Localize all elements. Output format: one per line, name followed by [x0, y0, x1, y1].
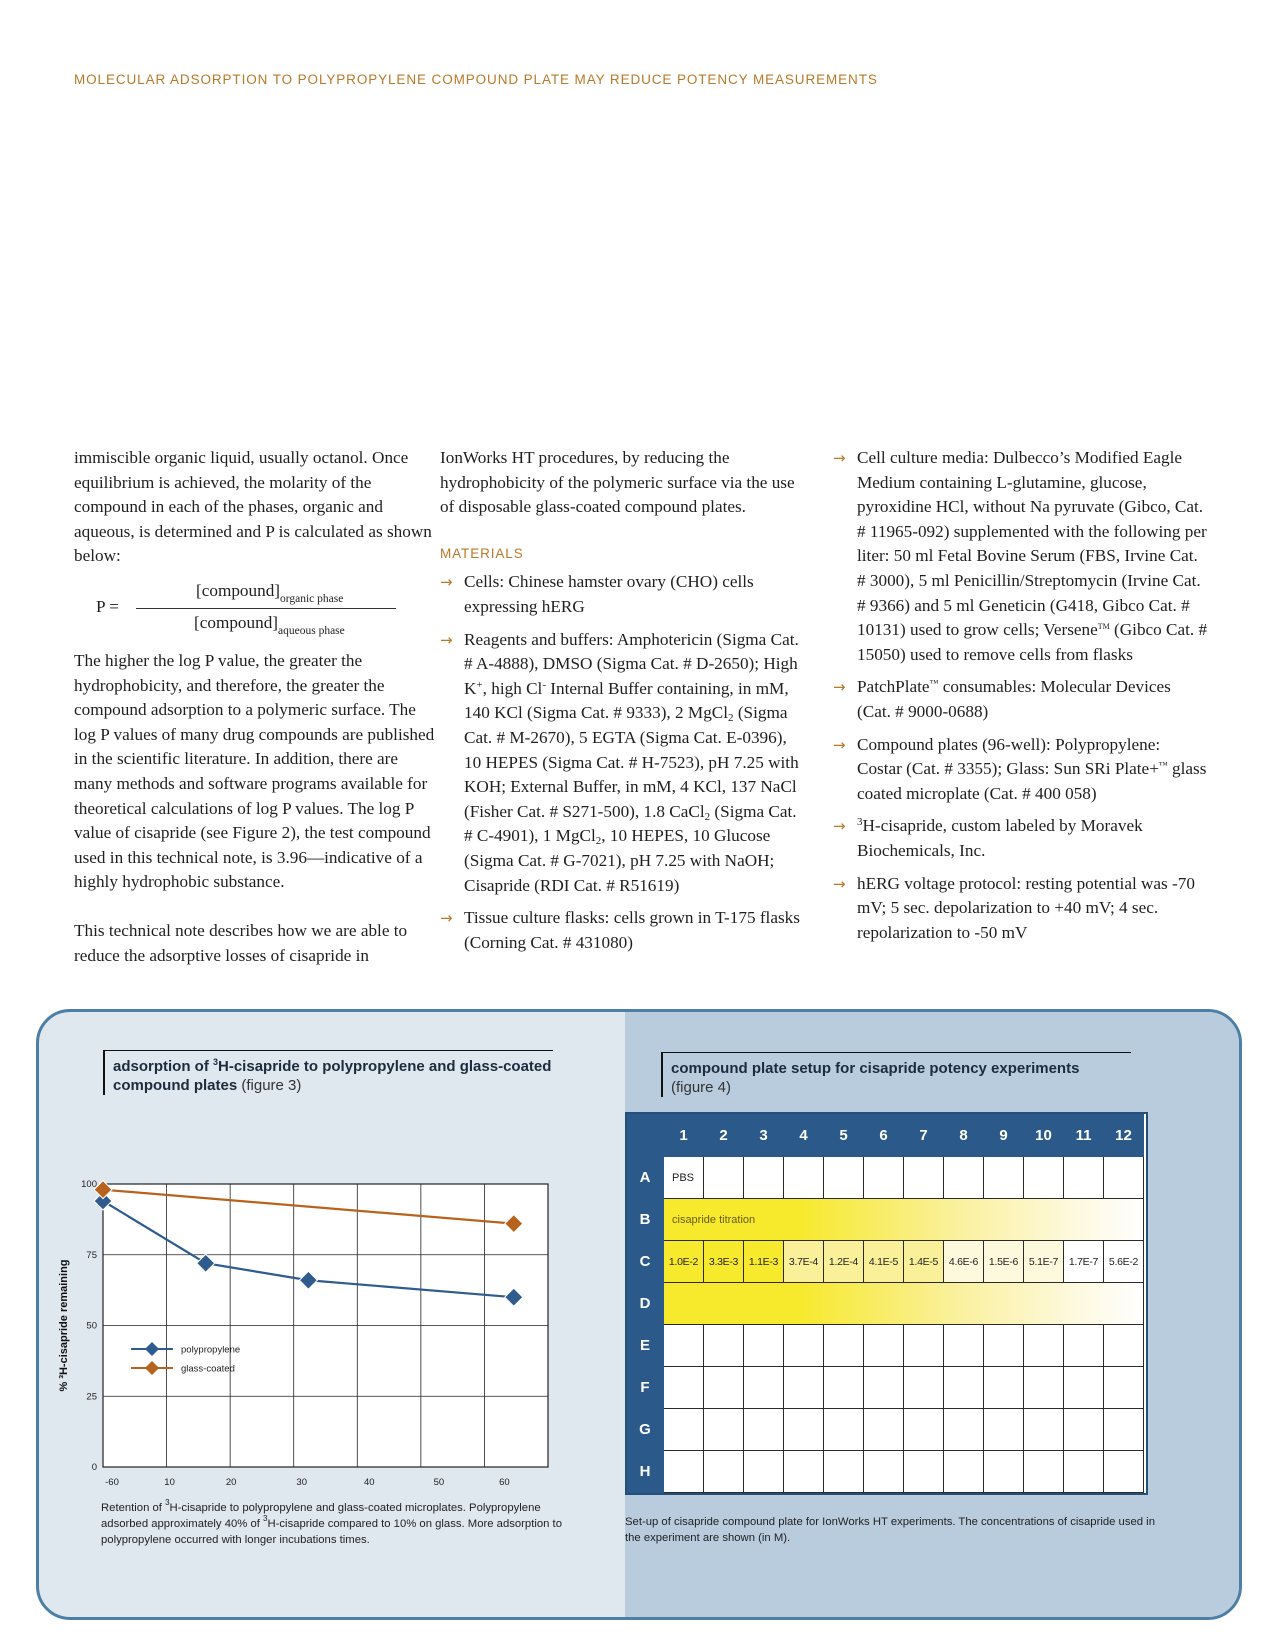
plate-column-header: 7: [904, 1114, 944, 1157]
list-item-text: Reagents and buffers: Amphotericin (Sigma Cat. # A-4888), DMSO (Sigma Cat. # D-2650); High K+, high Cl- Internal Buffer containing, in mM, 140 KCl (Sigma Cat. # 9333), 2 MgCl$_2$ (Sigma Cat. # M-2670), 5 EGTA (Sigma Cat. E-0396), 10 HEPES (Sigma Cat. # H-7523), pH 7.25 with KOH; External Buffer, in mM, 4 KCl, 137 NaCl (Fisher Cat. # S271-500), 1.8 CaCl$_2$ (Sigma Cat. # C-4901), 1 MgCl$_2$, 10 HEPES, 10 Glucose (Sigma Cat. # G-7021), pH 7.25 with NaOH; Cisapride (RDI Cat. # R51619): [464, 629, 799, 895]
compound-plate: [625, 1112, 1148, 1495]
plate-row-header: F: [627, 1367, 664, 1409]
plate-well: [904, 1367, 944, 1409]
plate-well: [864, 1451, 904, 1493]
figure4-caption: Set-up of cisapride compound plate for IonWorks HT experiments. The concentrations of cisapride used in the experiment are shown (in M).: [625, 1516, 1155, 1544]
list-item-text: Compound plates (96-well): Polypropylene: Costar (Cat. # 3355); Glass: Sun SRi Plate+™ glass coated microplate (Cat. # 400 058): [857, 734, 1207, 803]
y-tick-label: 0: [91, 1462, 97, 1473]
paragraph: IonWorks HT procedures, by reducing the hydrophobicity of the polymeric surface via the use of disposable glass-coated compound plates.: [440, 448, 795, 517]
running-head: MOLECULAR ADSORPTION TO POLYPROPYLENE COMPOUND PLATE MAY REDUCE POTENCY MEASUREMENTS: [74, 72, 878, 87]
formula-lhs: P =: [96, 596, 119, 616]
plate-well: [664, 1409, 704, 1451]
plate-well: [1024, 1367, 1064, 1409]
plate-well-concentration: 1.4E-5: [904, 1241, 944, 1283]
plate-row-header: A: [627, 1157, 664, 1199]
arrow-icon: →: [440, 630, 453, 649]
list-item: [833, 733, 1208, 807]
partition-formula: [74, 575, 436, 641]
plate-row-header: E: [627, 1325, 664, 1367]
plate-corner-cell: [627, 1114, 664, 1157]
plate-well: [744, 1409, 784, 1451]
plate-well: [744, 1325, 784, 1367]
x-tick-label: 60: [499, 1477, 510, 1488]
text-column-2: [440, 446, 805, 963]
plate-well-concentration: 3.7E-4: [784, 1241, 824, 1283]
plate-column-header: 12: [1104, 1114, 1144, 1157]
plate-well: [664, 1325, 704, 1367]
x-tick-label: 20: [225, 1477, 237, 1488]
list-item: [833, 814, 1208, 863]
plate-column-header: 8: [944, 1114, 984, 1157]
x-tick-label: 30: [296, 1477, 308, 1488]
y-tick-label: 75: [86, 1249, 97, 1261]
plate-well: [1104, 1367, 1144, 1409]
plate-well: [784, 1325, 824, 1367]
y-tick-label: 100: [81, 1179, 97, 1190]
text-column-3: [833, 446, 1208, 953]
plate-well: [1024, 1451, 1064, 1493]
plate-well: [824, 1451, 864, 1493]
plate-well-concentration: 4.6E-6: [944, 1241, 984, 1283]
plate-well: [704, 1451, 744, 1493]
figure3-caption: Retention of $^3$H-cisapride to polypropylene and glass-coated microplates. Polypropylene adsorbed approximately 40% of $^3$H-cisapride compared to 10% on glass. More adsorption to polypropylene occurred with longer incubations times.: [101, 1498, 562, 1546]
plate-well: [664, 1451, 704, 1493]
plate-well: [784, 1451, 824, 1493]
plate-row-header: D: [627, 1283, 664, 1325]
plate-well: [704, 1325, 744, 1367]
x-tick-label: 10: [164, 1477, 175, 1488]
plate-well: [1104, 1409, 1144, 1451]
plate-well-pbs: PBS: [664, 1157, 704, 1199]
plate-well: [904, 1409, 944, 1451]
plate-column-header: 3: [744, 1114, 784, 1157]
x-tick-label: 40: [363, 1477, 375, 1488]
plate-grid: [625, 1112, 1148, 1495]
plate-well: [984, 1367, 1024, 1409]
plate-well: [944, 1367, 984, 1409]
plate-well: [824, 1325, 864, 1367]
list-item: [440, 570, 805, 619]
plate-row-cisapride-titration: cisapride titration: [664, 1199, 1144, 1241]
list-item-text: Cell culture media: Dulbecco’s Modified Eagle Medium containing L-glutamine, glucose, pyroxidine HCl, without Na pyruvate (Gibco, Cat. # 11965-092) supplemented with the following per liter: 50 ml Fetal Bovine Serum (FBS, Irvine Cat. # 3000), 5 ml Penicillin/Streptomycin (Irvine Cat. # 9366) and 5 ml Geneticin (G418, Gibco Cat. # 10131) used to grow cells; Versene™ (Gibco Cat. # 15050) used to remove cells from flasks: [857, 448, 1208, 664]
plate-row-header: G: [627, 1409, 664, 1451]
paragraph: The higher the log P value, the greater the hydrophobicity, and therefore, the greater the compound adsorption to a polymeric surface. The log P values of many drug compounds are published in the scientific literature. In addition, there are many methods and software programs available for theoretical calculations of log P values. The log P value of cisapride (see Figure 2), the test compound used in this technical note, is 3.96—indicative of a highly hydrophobic substance.: [74, 650, 435, 892]
plate-well: [704, 1157, 744, 1199]
plate-well-concentration: 1.5E-6: [984, 1241, 1024, 1283]
plate-well: [864, 1325, 904, 1367]
arrow-icon: →: [833, 874, 846, 893]
plate-well: [824, 1367, 864, 1409]
plate-well: [784, 1157, 824, 1199]
plate-well: [1064, 1409, 1104, 1451]
y-axis-label: % ³H-cisapride remaining: [58, 1259, 70, 1392]
plate-well: [824, 1409, 864, 1451]
plate-well: [1064, 1367, 1104, 1409]
plate-column-header: 11: [1064, 1114, 1104, 1157]
plate-well: [744, 1157, 784, 1199]
plate-well: [904, 1451, 944, 1493]
list-item-text: Cells: Chinese hamster ovary (CHO) cells expressing hERG: [464, 572, 754, 616]
plate-column-header: 5: [824, 1114, 864, 1157]
fraction-bar: [136, 608, 396, 609]
plate-well: [664, 1367, 704, 1409]
plate-well: [1104, 1451, 1144, 1493]
formula-denominator: [194, 611, 345, 644]
figure3-chart: [39, 1112, 599, 1492]
plate-well: [1024, 1325, 1064, 1367]
plate-well: [944, 1409, 984, 1451]
legend-label: polypropylene: [181, 1344, 241, 1356]
plate-row-header: C: [627, 1241, 664, 1283]
figure3-title: adsorption of $^3$H-cisapride to polypropylene and glass-coated compound plates (figure 3): [103, 1050, 553, 1095]
list-item: [440, 906, 805, 955]
x-tick-label: -60: [105, 1477, 119, 1488]
figure4-title: compound plate setup for cisapride potency experiments (figure 4): [661, 1052, 1131, 1097]
arrow-icon: →: [440, 909, 453, 928]
plate-well: [1024, 1157, 1064, 1199]
plate-well: [984, 1157, 1024, 1199]
plate-column-header: 9: [984, 1114, 1024, 1157]
plate-well: [944, 1325, 984, 1367]
paragraph: This technical note describes how we are able to reduce the adsorptive losses of cisapride in: [74, 920, 408, 965]
plate-column-header: 2: [704, 1114, 744, 1157]
plate-well-concentration: 1.7E-7: [1064, 1241, 1104, 1283]
list-item-text: $^3$H-cisapride, custom labeled by Moravek Biochemicals, Inc.: [857, 816, 1143, 860]
y-tick-label: 25: [86, 1391, 97, 1403]
arrow-icon: →: [833, 449, 846, 467]
plate-well: [1064, 1325, 1104, 1367]
list-item-text: Tissue culture flasks: cells grown in T-175 flasks (Corning Cat. # 431080): [464, 908, 800, 952]
list-item: [833, 675, 1208, 724]
list-item: [440, 628, 805, 899]
list-item: [833, 446, 1208, 667]
plate-row-header: H: [627, 1451, 664, 1493]
plate-well: [704, 1409, 744, 1451]
plate-well: [864, 1367, 904, 1409]
numerator-subscript: organic phase: [280, 592, 344, 605]
arrow-icon: →: [440, 573, 453, 592]
legend-label: glass-coated: [181, 1363, 235, 1375]
x-tick-label: 50: [433, 1477, 445, 1488]
plate-well: [1104, 1325, 1144, 1367]
plate-well: [1064, 1451, 1104, 1493]
plate-well: [824, 1157, 864, 1199]
figures-panel: [36, 1009, 1242, 1620]
list-item-text: hERG voltage protocol: resting potential was -70 mV; 5 sec. depolarization to +40 mV; 4 sec. repolarization to -50 mV: [857, 873, 1195, 942]
plate-well-concentration: 1.1E-3: [744, 1241, 784, 1283]
plate-well: [984, 1325, 1024, 1367]
plate-column-header: 1: [664, 1114, 704, 1157]
plate-column-header: 6: [864, 1114, 904, 1157]
plate-well: [984, 1409, 1024, 1451]
y-tick-label: 50: [86, 1320, 97, 1332]
arrow-icon: →: [833, 817, 846, 836]
text-column-1: [74, 446, 436, 968]
denominator-text: [compound]: [194, 612, 279, 632]
plate-well: [744, 1451, 784, 1493]
plate-column-header: 10: [1024, 1114, 1064, 1157]
arrow-icon: →: [833, 735, 846, 754]
plate-well: [784, 1409, 824, 1451]
plate-well: [744, 1367, 784, 1409]
plate-well: [864, 1409, 904, 1451]
plate-well: [944, 1157, 984, 1199]
plate-well: [1064, 1157, 1104, 1199]
plate-well: [784, 1367, 824, 1409]
list-item-text: PatchPlate™ consumables: Molecular Devices (Cat. # 9000-0688): [857, 677, 1171, 721]
plate-well: [1024, 1409, 1064, 1451]
plate-row-cisapride-titration: [664, 1283, 1144, 1325]
plate-column-header: 4: [784, 1114, 824, 1157]
plate-row-header: B: [627, 1199, 664, 1241]
plate-well-concentration: 4.1E-5: [864, 1241, 904, 1283]
formula-numerator: [196, 579, 343, 612]
plate-well: [984, 1451, 1024, 1493]
plate-well-concentration: 1.0E-2: [664, 1241, 704, 1283]
arrow-icon: →: [833, 678, 846, 697]
plate-well: [864, 1157, 904, 1199]
plate-well: [904, 1157, 944, 1199]
plate-well: [904, 1325, 944, 1367]
plate-well-concentration: 5.6E-2: [1104, 1241, 1144, 1283]
plate-well: [704, 1367, 744, 1409]
plate-well-concentration: 3.3E-3: [704, 1241, 744, 1283]
plate-well-concentration: 5.1E-7: [1024, 1241, 1064, 1283]
paragraph: immiscible organic liquid, usually octanol. Once equilibrium is achieved, the molarity of the compound in each of the phases, organic and aqueous, is determined and P is calculated as shown below:: [74, 448, 432, 566]
plate-well: [1104, 1157, 1144, 1199]
denominator-subscript: aqueous phase: [278, 624, 345, 637]
section-heading-materials: MATERIALS: [440, 545, 524, 561]
plate-well: [944, 1451, 984, 1493]
plate-well-concentration: 1.2E-4: [824, 1241, 864, 1283]
numerator-text: [compound]: [196, 580, 281, 600]
list-item: [833, 872, 1208, 946]
